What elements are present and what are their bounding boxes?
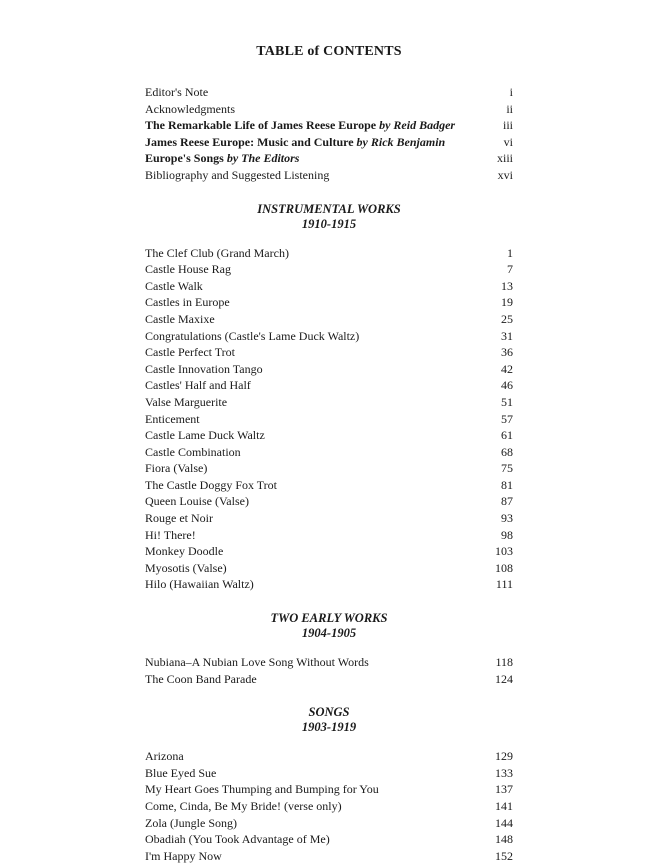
toc-entry-title: The Remarkable Life of James Reese Europe by Reid Badger xyxy=(145,118,456,133)
toc-entry-title: My Heart Goes Thumping and Bumping for You xyxy=(145,782,379,797)
page-title: TABLE of CONTENTS xyxy=(256,44,402,59)
toc-entry-page: 19 xyxy=(501,295,513,310)
toc-entry-page: 1 xyxy=(507,245,513,260)
toc-entry-title: Obadiah (You Took Advantage of Me) xyxy=(145,832,330,847)
toc-entry-page: 57 xyxy=(501,411,513,426)
toc-entry xyxy=(145,84,513,101)
toc-entry-byline: by The Editors xyxy=(223,151,300,166)
toc-entry-title: I'm Happy Now xyxy=(145,848,222,863)
toc-entry-title: Myosotis (Valse) xyxy=(145,560,227,575)
toc-entry-title: The Clef Club (Grand March) xyxy=(145,245,289,260)
toc-entry xyxy=(145,101,513,118)
toc-entry xyxy=(145,361,513,378)
toc-entry-title: The Coon Band Parade xyxy=(145,671,257,686)
toc-entry xyxy=(145,748,513,765)
toc-entry-page: 75 xyxy=(501,461,513,476)
toc-entry-title: Queen Louise (Valse) xyxy=(145,494,249,509)
toc-entry-title: The Castle Doggy Fox Trot xyxy=(145,477,278,492)
toc-entry-page: 111 xyxy=(495,577,513,592)
toc-entry-page: 129 xyxy=(495,749,513,764)
front-matter-list xyxy=(145,84,513,184)
toc-entry-title: Castles in Europe xyxy=(145,295,230,310)
toc-entry xyxy=(145,765,513,782)
toc-entry-title: Castle Innovation Tango xyxy=(145,361,263,376)
toc-entry xyxy=(145,543,513,560)
toc-entry xyxy=(145,654,513,671)
toc-entry-page: ii xyxy=(506,101,513,116)
toc-entry-page: 148 xyxy=(495,832,513,847)
toc-entry-title: Valse Marguerite xyxy=(145,394,228,409)
toc-entry-page: iii xyxy=(502,118,513,133)
toc-entry-page: 144 xyxy=(495,815,513,830)
toc-entry-title: Bibliography and Suggested Listening xyxy=(145,167,330,182)
toc-entry xyxy=(145,815,513,832)
section-heading xyxy=(145,705,513,735)
toc-entry-title: Rouge et Noir xyxy=(145,511,213,526)
section-heading-dates: 1903-1919 xyxy=(301,720,357,735)
toc-entry-title: Castle Perfect Trot xyxy=(145,345,235,360)
toc-entry-page: 124 xyxy=(495,671,513,686)
toc-entry xyxy=(145,278,513,295)
toc-entry-title: Come, Cinda, Be My Bride! (verse only) xyxy=(145,799,342,813)
toc-entry xyxy=(145,117,513,134)
toc-entry-title: Hilo (Hawaiian Waltz) xyxy=(145,577,254,592)
toc-entry xyxy=(145,460,513,477)
toc-entry-page: 68 xyxy=(501,444,513,459)
toc-entry-page: 36 xyxy=(501,345,513,360)
toc-entry-title: Arizona xyxy=(145,749,184,764)
toc-entry xyxy=(145,510,513,527)
toc-entry-page: 25 xyxy=(501,311,513,326)
toc-entry-title: Monkey Doodle xyxy=(145,544,224,559)
toc-entry xyxy=(145,560,513,577)
toc-sections xyxy=(145,202,513,864)
toc-entry xyxy=(145,294,513,311)
toc-entry-title: Castle Maxixe xyxy=(145,311,215,326)
toc-entry xyxy=(145,671,513,688)
toc-entry xyxy=(145,427,513,444)
toc-entry xyxy=(145,261,513,278)
toc-entry xyxy=(145,134,513,151)
toc-entry xyxy=(145,477,513,494)
toc-entry-title: Fiora (Valse) xyxy=(145,461,208,476)
toc-entry-title: Castle Walk xyxy=(145,278,203,293)
toc-entry-title: Castle Lame Duck Waltz xyxy=(145,428,265,443)
toc-entry-page: 42 xyxy=(501,361,513,376)
section-heading-dates: 1904-1905 xyxy=(301,626,357,641)
toc-entry-page: 108 xyxy=(495,560,513,575)
toc-entry-title: Congratulations (Castle's Lame Duck Waltz) xyxy=(145,328,360,343)
toc-entry-page: 141 xyxy=(495,799,513,813)
toc-entry-page: 137 xyxy=(495,782,513,797)
toc-entry-title: Enticement xyxy=(145,411,200,426)
toc-entry-page: 133 xyxy=(495,765,513,780)
toc-entry-page: 13 xyxy=(501,278,513,293)
toc-entry-title: Editor's Note xyxy=(145,85,209,99)
section-heading-title: SONGS xyxy=(308,705,350,720)
toc-entry xyxy=(145,328,513,345)
toc-entry-page: 46 xyxy=(501,378,513,393)
toc-entry-page: vi xyxy=(503,134,513,149)
toc-entry-page: 93 xyxy=(501,511,513,526)
toc-entry-page: 31 xyxy=(501,328,513,343)
toc-entry xyxy=(145,344,513,361)
toc-entry xyxy=(145,781,513,798)
toc-entry-title: Zola (Jungle Song) xyxy=(145,815,237,830)
toc-entry-title: Nubiana–A Nubian Love Song Without Words xyxy=(145,655,369,670)
toc-entry-page: i xyxy=(509,85,513,99)
section-heading xyxy=(145,202,513,232)
toc-entry xyxy=(145,848,513,864)
toc-entry-page: 7 xyxy=(507,262,513,277)
section-heading-title: TWO EARLY WORKS xyxy=(270,611,388,626)
toc-entry-title: James Reese Europe: Music and Culture by Rick Benjamin xyxy=(145,134,446,149)
toc-entry-title: Castle House Rag xyxy=(145,262,231,277)
toc-entry xyxy=(145,311,513,328)
toc-entry-page: 87 xyxy=(501,494,513,509)
toc-entry xyxy=(145,411,513,428)
toc-entry-title: Castles' Half and Half xyxy=(145,378,251,393)
toc-entry-page: 103 xyxy=(495,544,513,559)
toc-entry-page: 61 xyxy=(501,428,513,443)
toc-entry xyxy=(145,245,513,262)
toc-entry xyxy=(145,798,513,815)
toc-entry xyxy=(145,377,513,394)
toc-entry xyxy=(145,167,513,184)
toc-entry-page: 98 xyxy=(501,527,513,542)
section-heading-title: INSTRUMENTAL WORKS xyxy=(257,201,401,216)
toc-entry-page: 81 xyxy=(501,477,513,492)
toc-entry-page: 118 xyxy=(495,655,513,670)
toc-entry xyxy=(145,527,513,544)
toc-entry xyxy=(145,444,513,461)
toc-entry-page: 152 xyxy=(495,848,513,863)
toc-entry xyxy=(145,150,513,167)
toc-entry xyxy=(145,576,513,593)
toc-entry-byline: by Rick Benjamin xyxy=(353,134,446,149)
toc-entry-title: Hi! There! xyxy=(145,527,196,542)
toc-entry-title: Blue Eyed Sue xyxy=(145,765,217,780)
toc-entry-title: Castle Combination xyxy=(145,444,241,459)
toc-entry-page: xvi xyxy=(497,167,513,182)
section-heading xyxy=(145,611,513,641)
toc-entry-page: 51 xyxy=(501,394,513,409)
toc-entry-page: xiii xyxy=(496,151,513,166)
toc-entry-title: Europe's Songs by The Editors xyxy=(145,151,300,166)
toc-entry xyxy=(145,831,513,848)
toc-entry xyxy=(145,493,513,510)
section-heading-dates: 1910-1915 xyxy=(301,216,357,231)
toc-entry-byline: by Reid Badger xyxy=(376,118,456,133)
toc-entry-title: Acknowledgments xyxy=(145,101,235,116)
toc-entry xyxy=(145,394,513,411)
